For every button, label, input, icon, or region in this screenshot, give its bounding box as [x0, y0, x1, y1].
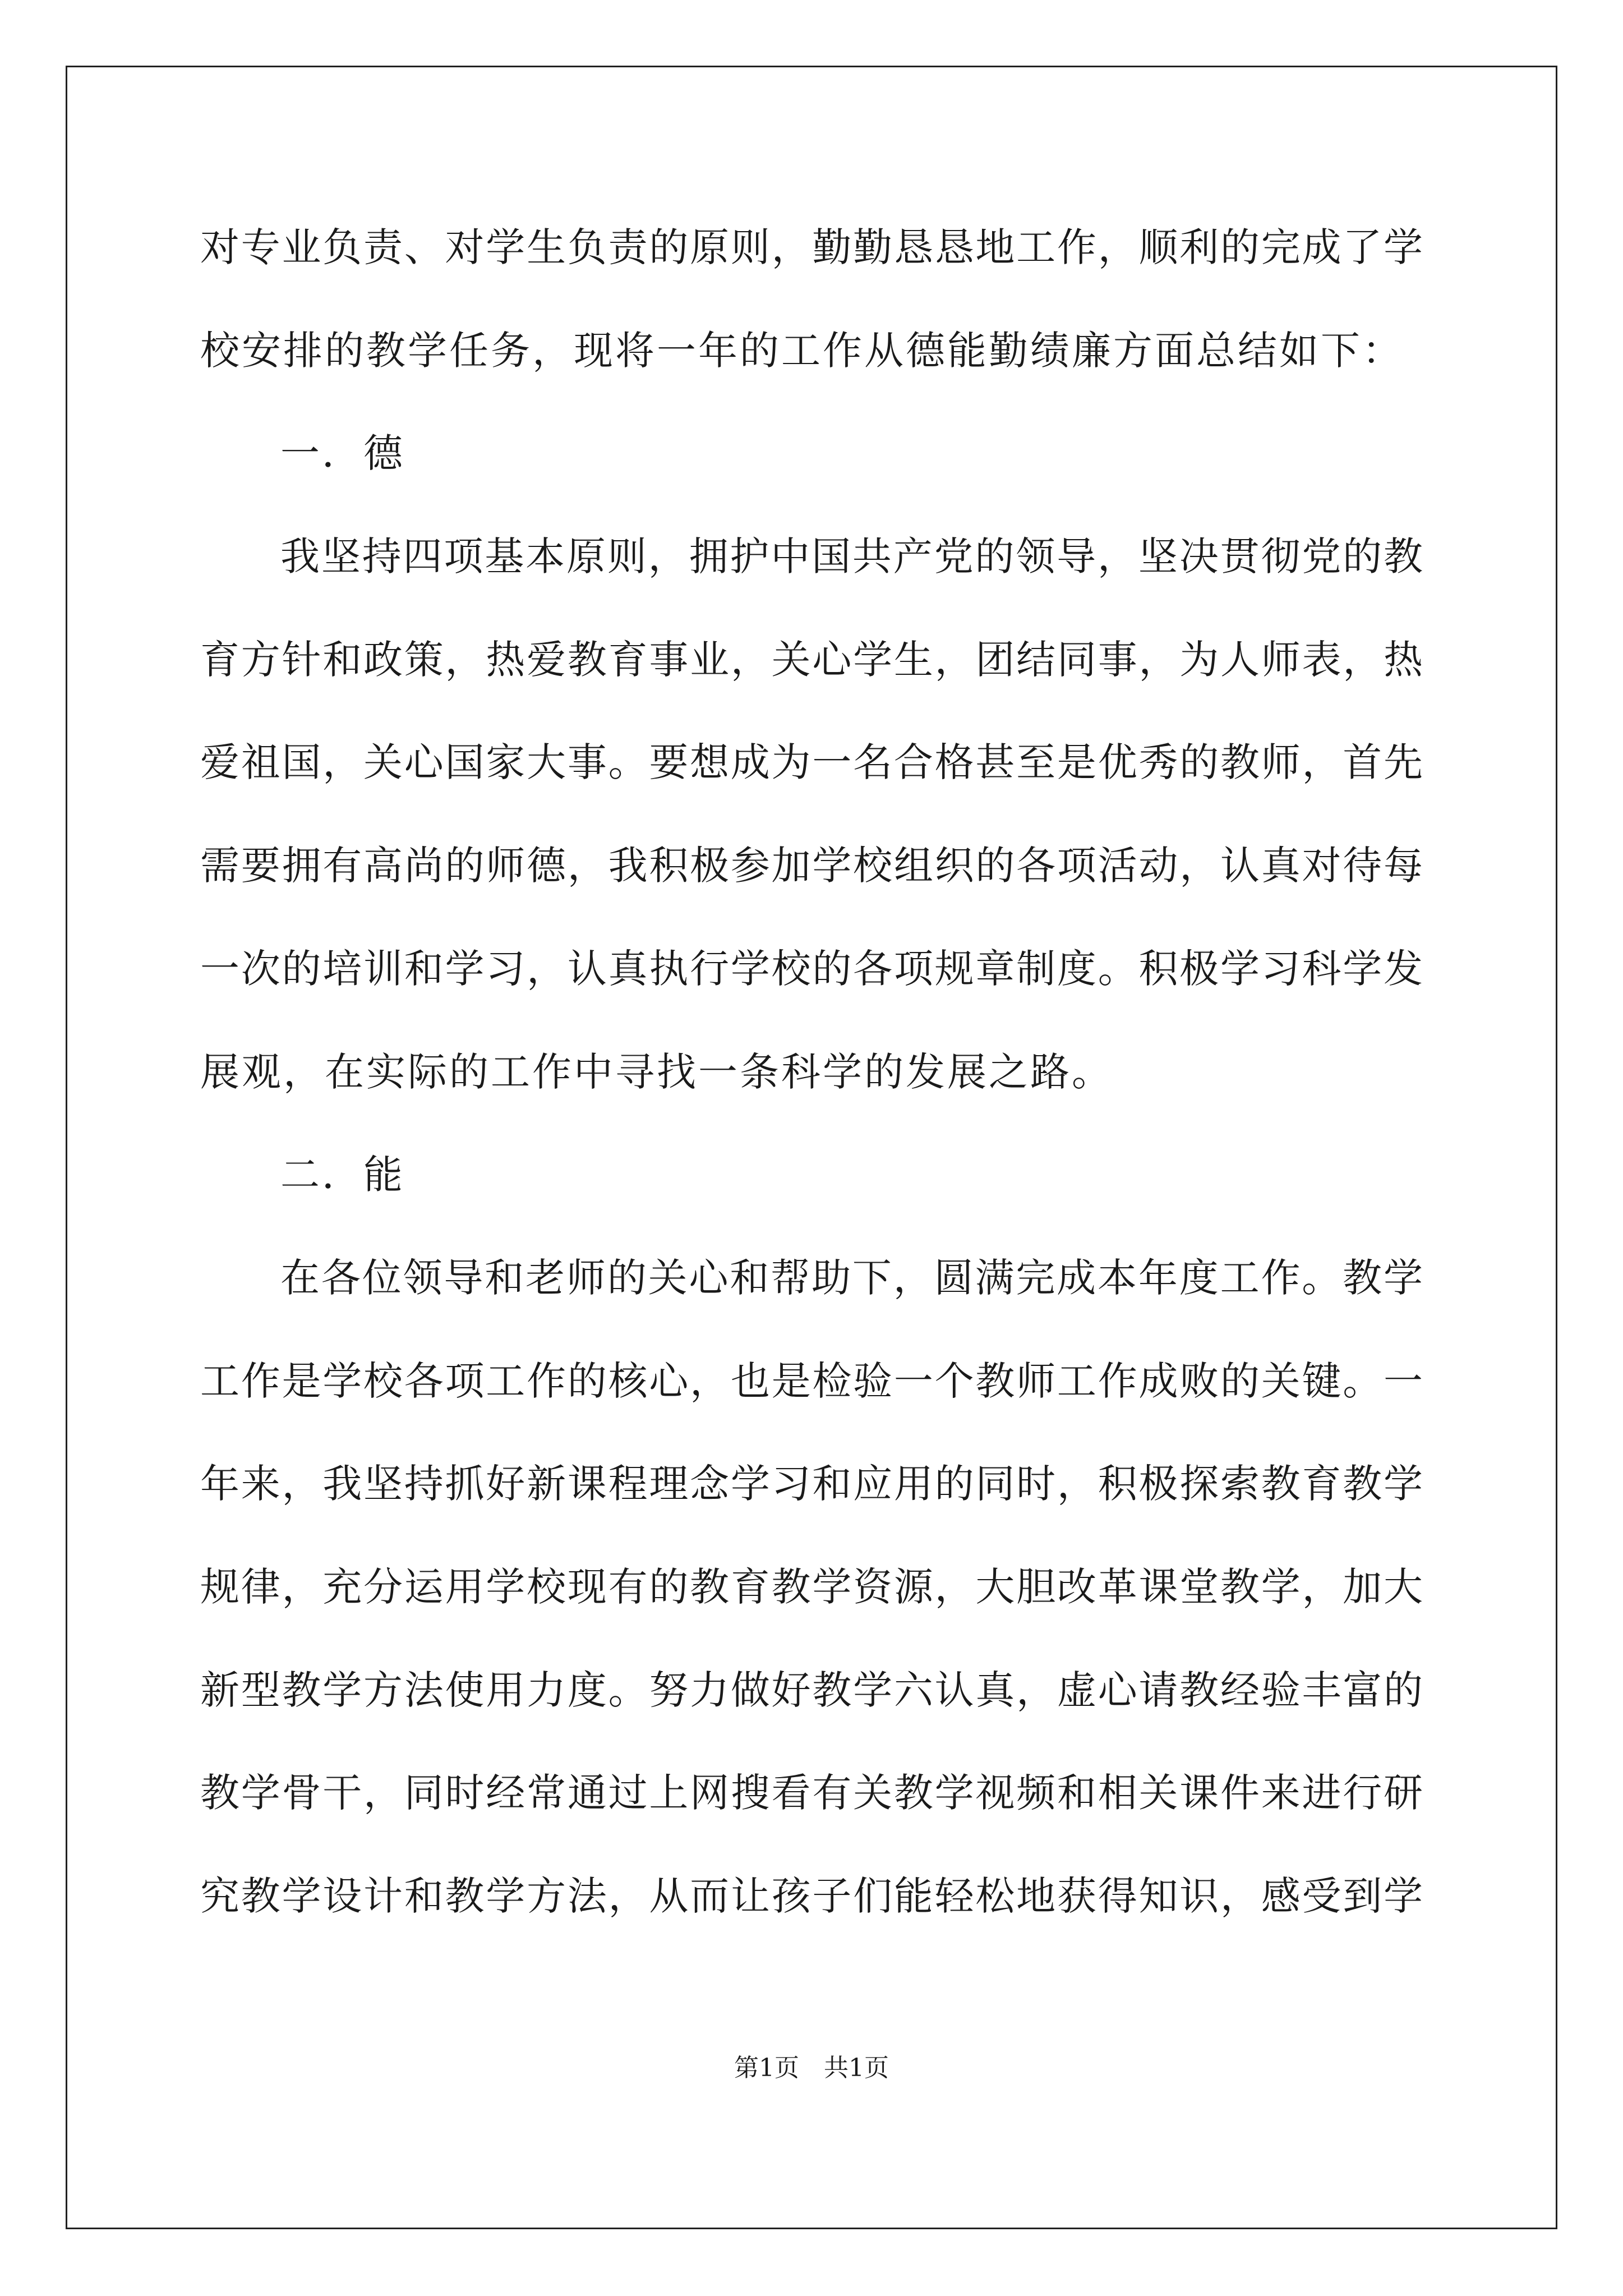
document-body: [200, 222, 1423, 1974]
page-footer: 第1页 共1页: [734, 2054, 889, 2082]
body-line: 爱祖国，关心国家大事。要想成为一名合格甚至是优秀的教师，首先: [200, 739, 1423, 786]
body-line: 年来，我坚持抓好新课程理念学习和应用的同时，积极探索教育教学: [200, 1461, 1423, 1507]
body-line: 新型教学方法使用力度。努力做好教学六认真，虚心请教经验丰富的: [200, 1667, 1423, 1713]
body-line: 究教学设计和教学方法，从而让孩子们能轻松地获得知识，感受到学: [200, 1873, 1423, 1919]
body-line: 规律，充分运用学校现有的教育教学资源，大胆改革课堂教学，加大: [200, 1563, 1423, 1610]
paragraph-first-line: 在各位领导和老师的关心和帮助下，圆满完成本年度工作。教学: [280, 1254, 1423, 1301]
body-line: 工作是学校各项工作的核心，也是检验一个教师工作成败的关键。一: [200, 1358, 1423, 1404]
body-line: 育方针和政策，热爱教育事业，关心学生，团结同事，为人师表，热: [200, 636, 1423, 683]
body-line: 一次的培训和学习，认真执行学校的各项规章制度。积极学习科学发: [200, 945, 1423, 992]
section-heading-de: 一．德: [280, 430, 405, 477]
body-line: 教学骨干，同时经常通过上网搜看有关教学视频和相关课件来进行研: [200, 1770, 1423, 1816]
body-line: 展观，在实际的工作中寻找一条科学的发展之路。: [200, 1048, 1113, 1095]
body-line: 对专业负责、对学生负责的原则，勤勤恳恳地工作，顺利的完成了学: [200, 224, 1423, 270]
paragraph-first-line: 我坚持四项基本原则，拥护中国共产党的领导，坚决贯彻党的教: [280, 533, 1423, 580]
body-line: 校安排的教学任务，现将一年的工作从德能勤绩廉方面总结如下：: [200, 327, 1404, 374]
body-line: 需要拥有高尚的师德，我积极参加学校组织的各项活动，认真对待每: [200, 843, 1423, 889]
section-heading-neng: 二．能: [280, 1152, 405, 1198]
